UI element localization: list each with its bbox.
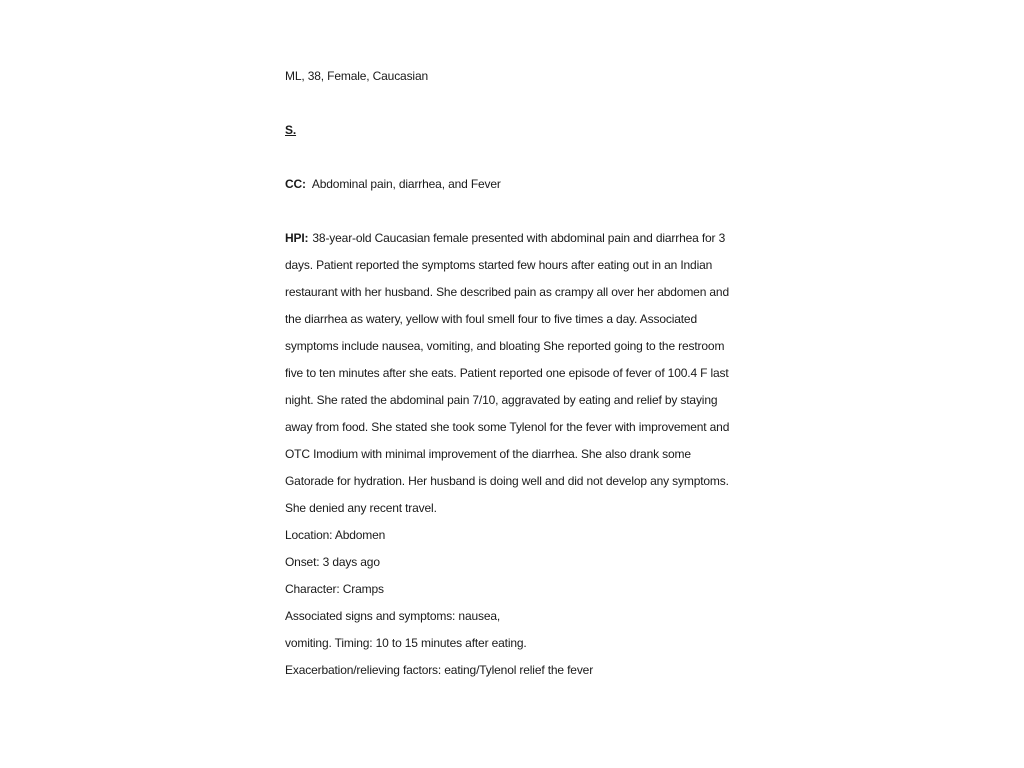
detail-location: Location: Abdomen (285, 528, 386, 542)
hpi-label: HPI: (285, 231, 309, 245)
hpi-line: the diarrhea as watery, yellow with foul smell four to five times a day. Associated (285, 312, 697, 326)
hpi-line (285, 230, 735, 257)
spacer (285, 203, 735, 230)
hpi-line: She denied any recent travel. (285, 501, 437, 515)
symptom-details (285, 527, 735, 689)
detail-exacerbating-relieving: Exacerbation/relieving factors: eating/Tylenol relief the fever (285, 663, 594, 677)
section-heading-subjective: S. (285, 123, 297, 137)
hpi-line: symptoms include nausea, vomiting, and bloating She reported going to the restroom (285, 339, 725, 353)
patient-identifier: ML, 38, Female, Caucasian (285, 69, 428, 83)
detail-timing: vomiting. Timing: 10 to 15 minutes after eating. (285, 636, 527, 650)
spacer (285, 149, 735, 176)
hpi-line: five to ten minutes after she eats. Patient reported one episode of fever of 100.4 F last (285, 366, 729, 380)
hpi-line: OTC Imodium with minimal improvement of the diarrhea. She also drank some (285, 447, 691, 461)
hpi-line: night. She rated the abdominal pain 7/10, aggravated by eating and relief by staying (285, 393, 718, 407)
detail-associated-symptoms: Associated signs and symptoms: nausea, (285, 609, 501, 623)
chief-complaint (285, 176, 735, 203)
hpi-line: restaurant with her husband. She described pain as crampy all over her abdomen and (285, 285, 729, 299)
document-body (285, 68, 735, 689)
hpi-paragraph (285, 230, 735, 527)
hpi-line: Gatorade for hydration. Her husband is doing well and did not develop any symptoms. (285, 474, 729, 488)
hpi-text: 38-year-old Caucasian female presented with abdominal pain and diarrhea for 3 (312, 231, 726, 245)
detail-onset: Onset: 3 days ago (285, 555, 380, 569)
hpi-line: away from food. She stated she took some Tylenol for the fever with improvement and (285, 420, 730, 434)
detail-character: Character: Cramps (285, 582, 384, 596)
chief-complaint-label: CC: (285, 177, 306, 191)
chief-complaint-text: Abdominal pain, diarrhea, and Fever (311, 177, 501, 191)
hpi-line: days. Patient reported the symptoms started few hours after eating out in an Indian (285, 258, 713, 272)
